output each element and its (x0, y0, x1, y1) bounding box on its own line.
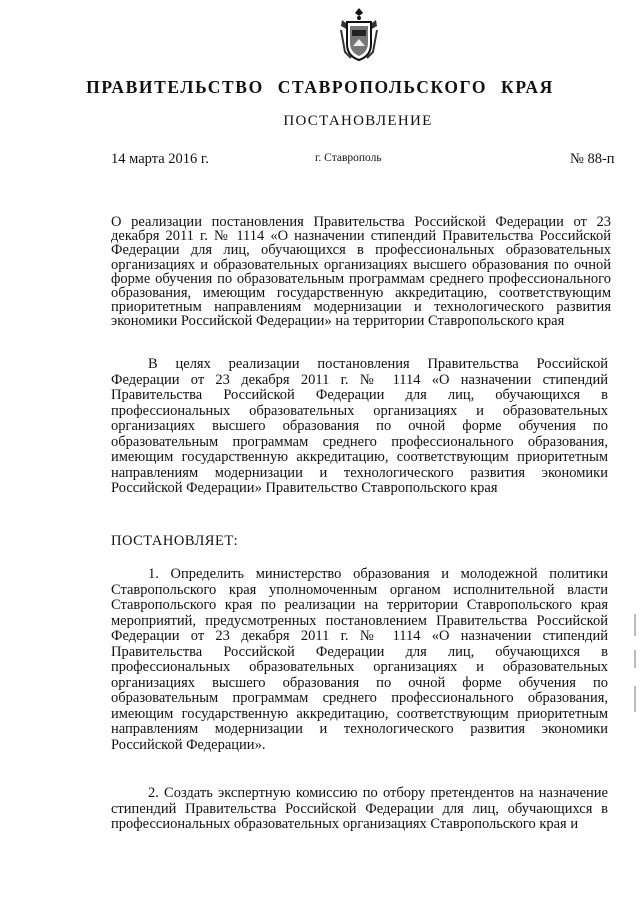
preamble-paragraph: В целях реализации постановления Правительства Российской Федерации от 23 декабря 2011 г. № 1114 «О назначении стипендий Правительства Российской Федерации для лиц, обучающихся в профессиональных образовательных организациях и образовательных организациях высшего образования по очной форме обучения по образовательным программам среднего профессионального образования, имеющим государственную аккредитацию, соответствующим приоритетным направлениям модернизации и технологического развития экономики Российской Федерации» Правительство Ставропольского края (111, 356, 608, 496)
coat-of-arms-icon (337, 6, 381, 64)
document-city: г. Ставрополь (315, 152, 382, 164)
scan-edge-artifact (633, 614, 637, 714)
document-number: № 88-п (570, 151, 615, 167)
document-date: 14 марта 2016 г. (111, 151, 209, 167)
government-title: ПРАВИТЕЛЬСТВО СТАВРОПОЛЬСКОГО КРАЯ (86, 77, 554, 97)
document-subject: О реализации постановления Правительства Российской Федерации от 23 декабря 2011 г. № 1114 «О назначении стипендий Правительства Российской Федерации для лиц, обучающихся в профессиональных образовательных организациях и образовательных организациях высшего образования по очной форме обучения по образовательным программам среднего профессионального образования, имеющим государственную аккредитацию, соответствующим приоритетным направлениям модернизации и технологического развития экономики Российской Федерации» на территории Ставропольского края (111, 214, 611, 330)
clause-2: 2. Создать экспертную комиссию по отбору претендентов на назначение стипендий Правительства Российской Федерации для лиц, обучающихся в профессиональных образовательных организациях Ставропольского края и (111, 785, 608, 832)
resolves-heading: ПОСТАНОВЛЯЕТ: (111, 533, 239, 549)
document-type: ПОСТАНОВЛЕНИЕ (283, 113, 433, 129)
clause-1: 1. Определить министерство образования и молодежной политики Ставропольского края уполномоченным органом исполнительной власти Ставропольского края по реализации на территории Ставропольского края мероприятий, предусмотренных постановлением Правительства Российской Федерации от 23 декабря 2011 г. № 1114 «О назначении стипендий Правительства Российской Федерации для лиц, обучающихся в профессиональных образовательных организациях и образовательных организациях высшего образования по очной форме обучения по образовательным программам среднего профессионального образования, имеющим государственную аккредитацию, соответствующим приоритетным направлениям модернизации и технологического развития экономики Российской Федерации». (111, 566, 608, 753)
